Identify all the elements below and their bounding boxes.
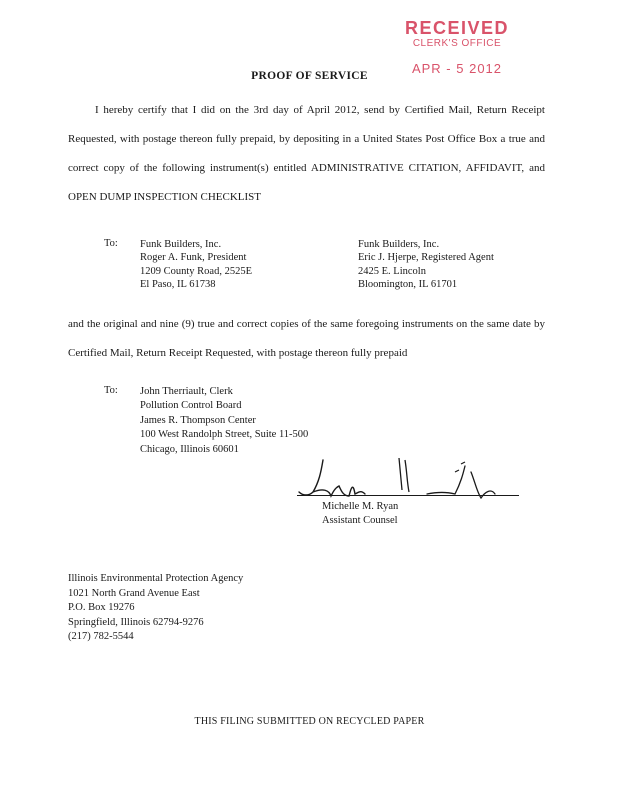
address-line: Funk Builders, Inc. [358, 239, 440, 250]
second-statement: and the original and nine (9) true and correct copies of the same foregoing instruments on the same date by Certified Mail, Return Receipt Requested, with postage thereon fully prepaid [68, 318, 545, 359]
recipient-address-registered-agent [358, 238, 494, 291]
address-line: Illinois Environmental Protection Agency [68, 573, 244, 584]
recipient-address-funk-president [140, 238, 252, 291]
signer-name: Michelle M. Ryan [322, 501, 399, 512]
address-line: 2425 E. Lincoln [358, 265, 426, 277]
address-line: P.O. Box 19276 [68, 602, 135, 613]
address-line: 1209 County Road, 2525E [140, 265, 252, 277]
stamp-office-text: CLERK'S OFFICE [412, 38, 502, 49]
address-line: (217) 782-5544 [68, 631, 134, 642]
certification-paragraph [68, 96, 545, 212]
document-title: PROOF OF SERVICE [251, 70, 368, 82]
address-line: Roger A. Funk, President [140, 252, 247, 264]
recycled-paper-footer: THIS FILING SUBMITTED ON RECYCLED PAPER [194, 716, 425, 727]
address-line: 1021 North Grand Avenue East [68, 587, 200, 599]
signature-line [297, 495, 519, 496]
certification-text: I hereby certify that I did on the 3rd day of April 2012, send by Certified Mail, Return Receipt Requested, with postage thereon fully prepaid, by depositing in a United States Post Office Box a true and correct copy of the following instrument(s) entitled ADMINISTRATIVE CITATION, AFFIDAVIT, and OPEN DUMP INSPECTION CHECKLIST [68, 104, 545, 203]
signer-block [322, 500, 398, 528]
address-line: Funk Builders, Inc. [140, 239, 222, 250]
board-address [140, 385, 308, 457]
address-line: James R. Thompson Center [140, 414, 256, 426]
address-line: El Paso, IL 61738 [140, 278, 216, 290]
address-line: Bloomington, IL 61701 [358, 278, 458, 290]
board-to-label: To: [104, 385, 118, 396]
received-stamp [392, 18, 522, 76]
stamp-received-text: RECEIVED [404, 18, 510, 38]
address-line: John Therriault, Clerk [140, 386, 233, 397]
address-line: Eric J. Hjerpe, Registered Agent [358, 252, 494, 264]
stamp-date: APR - 5 2012 [411, 61, 503, 76]
recipients-to-label: To: [104, 238, 118, 249]
address-line: 100 West Randolph Street, Suite 11-500 [140, 429, 309, 441]
signer-title: Assistant Counsel [322, 515, 398, 526]
address-line: Springfield, Illinois 62794-9276 [68, 616, 204, 628]
address-line: Pollution Control Board [140, 400, 242, 412]
agency-address [68, 572, 243, 645]
address-line: Chicago, Illinois 60601 [140, 443, 239, 455]
